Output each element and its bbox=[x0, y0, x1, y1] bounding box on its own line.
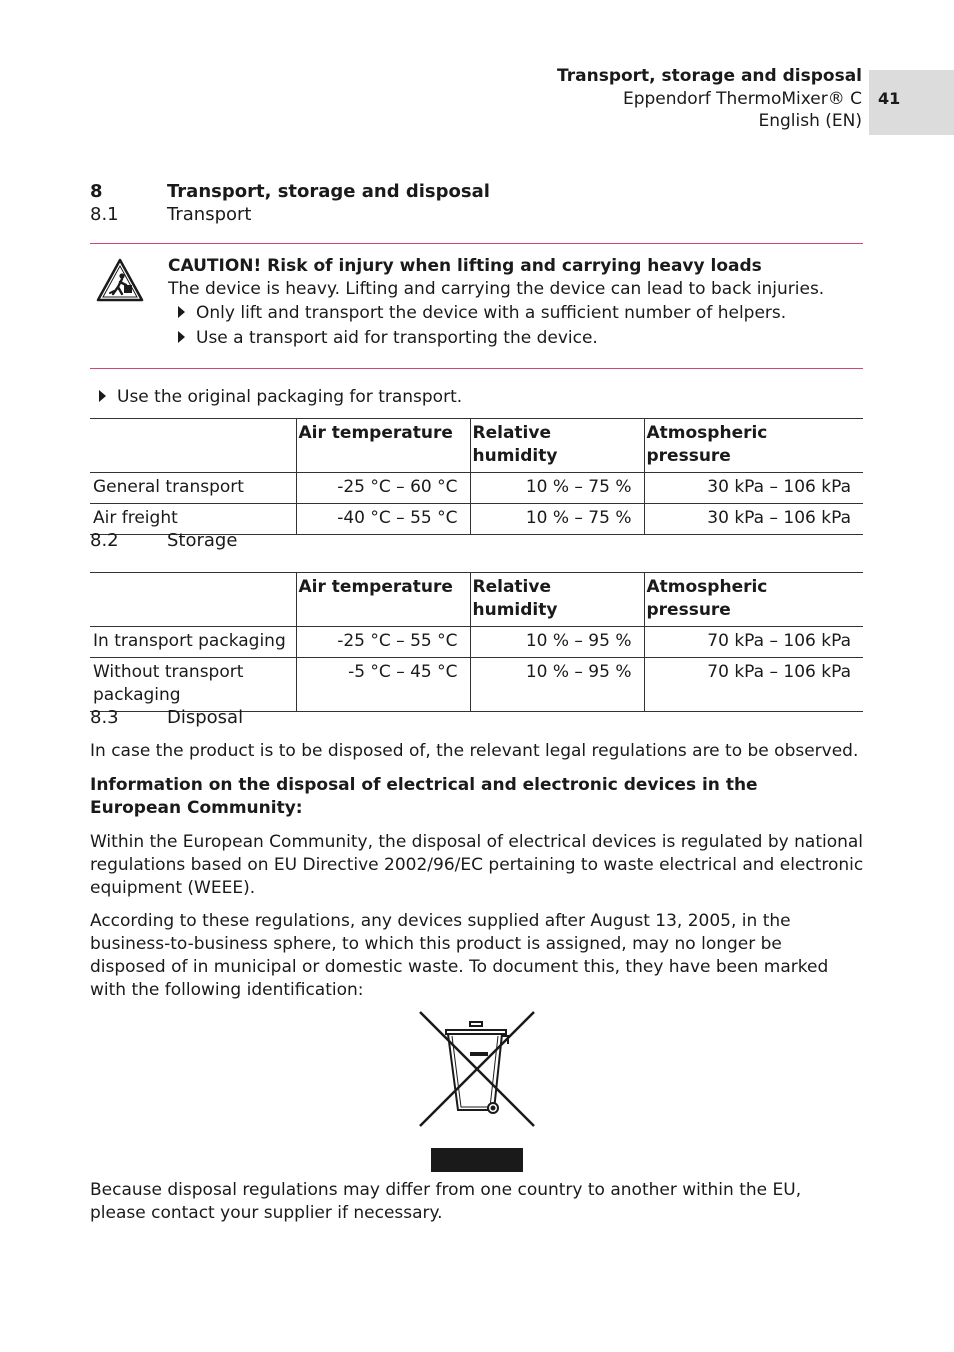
section-title: Transport bbox=[167, 204, 252, 225]
arrow-right-icon bbox=[178, 306, 185, 318]
transport-instruction: Use the original packaging for transport. bbox=[99, 386, 462, 409]
table-cell: 30 kPa – 106 kPa bbox=[644, 473, 863, 504]
table-row bbox=[90, 658, 863, 712]
disposal-closing-paragraph: Because disposal regulations may differ from one country to another within the EU, please contact your supplier if necessary. bbox=[90, 1180, 802, 1223]
column-header: Atmospheric pressure bbox=[644, 419, 863, 473]
column-header: Atmospheric pressure bbox=[644, 573, 863, 627]
section-number: 8.3 bbox=[90, 707, 119, 728]
section-number: 8.2 bbox=[90, 530, 119, 551]
table-cell: 10 % – 95 % bbox=[470, 627, 644, 658]
caution-bullet-2: Use a transport aid for transporting the device. bbox=[178, 327, 598, 350]
section-number: 8.1 bbox=[90, 204, 119, 225]
disposal-intro: In case the product is to be disposed of, the relevant legal regulations are to be observed. bbox=[90, 741, 859, 761]
weee-underline-bar bbox=[431, 1148, 523, 1172]
column-header: Relative humidity bbox=[470, 573, 644, 627]
header-chapter: Transport, storage and disposal bbox=[557, 66, 862, 86]
caution-bottom-rule bbox=[90, 368, 863, 369]
storage-conditions-table bbox=[90, 572, 863, 712]
table-cell: 10 % – 75 % bbox=[470, 504, 644, 535]
caution-body: The device is heavy. Lifting and carrying the device can lead to back injuries. bbox=[168, 279, 825, 299]
section-8-2-heading bbox=[90, 529, 237, 553]
table-cell: -25 °C – 55 °C bbox=[296, 627, 470, 658]
crossed-out-wheelie-bin-icon bbox=[418, 1010, 536, 1128]
column-header: Relative humidity bbox=[470, 419, 644, 473]
table-header-row bbox=[90, 573, 863, 627]
caution-title: CAUTION! Risk of injury when lifting and carrying heavy loads bbox=[168, 256, 762, 276]
transport-conditions-table bbox=[90, 418, 863, 535]
caution-top-rule bbox=[90, 243, 863, 244]
table-cell: 70 kPa – 106 kPa bbox=[644, 627, 863, 658]
table-row bbox=[90, 627, 863, 658]
weee-regulation-paragraph: According to these regulations, any devices supplied after August 13, 2005, in the business-to-business sphere, to which this product is assigned, may no longer be disposed of in municipal or domestic waste. To document this, they have been marked with the following identification: bbox=[90, 911, 829, 1000]
table-cell: -25 °C – 60 °C bbox=[296, 473, 470, 504]
column-header bbox=[90, 419, 296, 473]
table-cell: General transport bbox=[93, 477, 244, 497]
caution-bullet-1: Only lift and transport the device with a sufficient number of helpers. bbox=[178, 302, 786, 325]
running-header bbox=[557, 65, 862, 133]
table-cell: Air freight bbox=[93, 508, 178, 528]
table-cell: In transport packaging bbox=[93, 631, 286, 651]
section-number: 8 bbox=[90, 181, 103, 202]
table-cell: 30 kPa – 106 kPa bbox=[644, 504, 863, 535]
header-language: English (EN) bbox=[758, 111, 862, 131]
weee-paragraph: Within the European Community, the disposal of electrical devices is regulated by national regulations based on EU Directive 2002/96/EC pertaining to waste electrical and electronic equipment (WEEE). bbox=[90, 832, 864, 898]
section-title: Disposal bbox=[167, 707, 244, 728]
arrow-right-icon bbox=[99, 390, 106, 402]
column-header: Air temperature bbox=[296, 573, 470, 627]
table-cell: Without transport packaging bbox=[93, 662, 244, 705]
section-8-heading bbox=[90, 180, 490, 204]
section-8-3-heading bbox=[90, 706, 243, 730]
table-cell: -40 °C – 55 °C bbox=[296, 504, 470, 535]
table-cell: 70 kPa – 106 kPa bbox=[644, 658, 863, 712]
header-product: Eppendorf ThermoMixer® C bbox=[622, 88, 862, 109]
table-header-row bbox=[90, 419, 863, 473]
table-cell: 10 % – 75 % bbox=[470, 473, 644, 504]
column-header bbox=[90, 573, 296, 627]
page-number: 41 bbox=[869, 70, 954, 135]
section-title: Transport, storage and disposal bbox=[167, 181, 490, 202]
lifting-hazard-warning-icon bbox=[96, 258, 144, 302]
arrow-right-icon bbox=[178, 331, 185, 343]
column-header: Air temperature bbox=[296, 419, 470, 473]
weee-subheading: Information on the disposal of electrical and electronic devices in the European Community: bbox=[90, 775, 758, 818]
section-title: Storage bbox=[167, 530, 238, 551]
section-8-1-heading bbox=[90, 203, 251, 227]
table-cell: 10 % – 95 % bbox=[470, 658, 644, 712]
table-row bbox=[90, 473, 863, 504]
table-cell: -5 °C – 45 °C bbox=[296, 658, 470, 712]
